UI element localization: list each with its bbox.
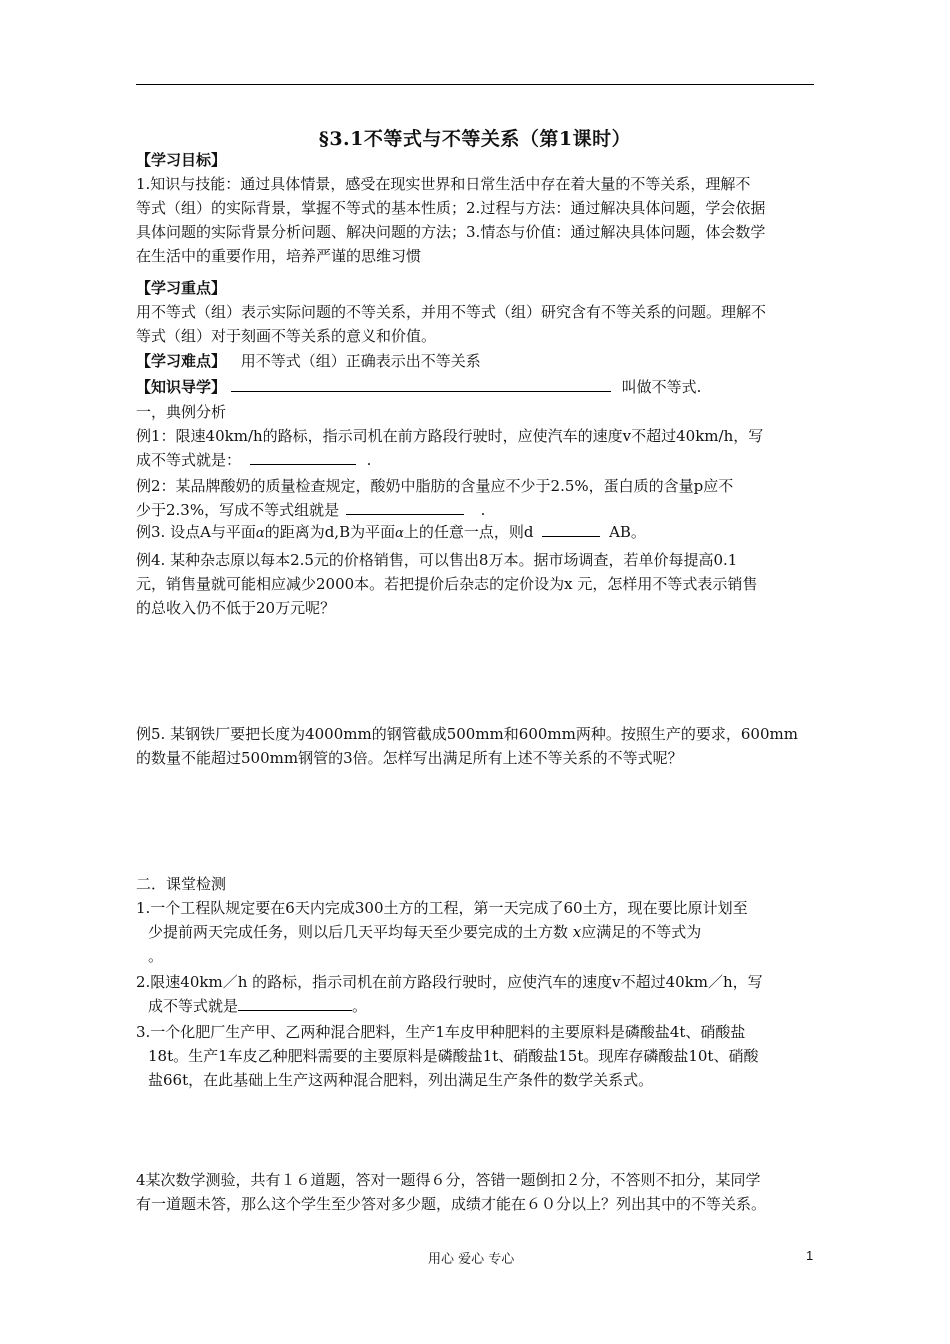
key-points-heading: 【学习重点】: [136, 279, 227, 297]
question-1-line: 少提前两天完成任务，则以后几天平均每天至少要完成的土方数: [148, 923, 569, 941]
question-3-line: 18t。生产1车皮乙种肥料需要的主要原料是磷酸盐1t、硝酸盐15t。现库存磷酸盐10t、硝酸: [148, 1047, 759, 1065]
example-4: [136, 548, 818, 620]
example-2-end: .: [480, 501, 486, 519]
goals-line: 在生活中的重要作用，培养严谨的思维习惯: [136, 247, 422, 265]
key-points-line: 用不等式（组）表示实际问题的不等关系，并用不等式（组）研究含有不等关系的问题。理解不: [136, 303, 767, 321]
example-4-line: 的总收入仍不低于20万元呢？: [136, 599, 336, 617]
question-1-line: 应满足的不等式为: [581, 923, 702, 941]
question-1: [136, 896, 818, 968]
example-3-blank[interactable]: [542, 520, 600, 537]
question-4-line: 4某次数学测验，共有１６道题，答对一题得６分，答错一题倒扣２分，不答则不扣分，某同学: [136, 1171, 761, 1189]
example-1-line: 成不等式就是：: [136, 451, 242, 469]
footer-text: 用心 爱心 专心: [428, 1252, 515, 1267]
example-2-line: 少于2.3%，写成不等式组就是: [136, 501, 340, 519]
goals-line: 具体问题的实际背景分析问题、解决问题的方法；3.情态与价值：通过解决具体问题，体会数学: [136, 223, 766, 241]
example-4-line: 例4. 某种杂志原以每本2.5元的价格销售，可以售出8万本。据市场调查，若单价每提高0.1: [136, 551, 738, 569]
example-1-end: .: [366, 451, 372, 469]
top-rule: [136, 84, 814, 85]
section-classroom-test-heading: 二．课堂检测: [136, 875, 227, 893]
question-2-end: 。: [352, 997, 368, 1015]
knowledge-guide: [136, 375, 818, 399]
key-points: [136, 276, 818, 348]
question-1-line: 1.一个工程队规定要在6天内完成300土方的工程，第一天完成了60土方，现在要比原计划至: [136, 899, 748, 917]
question-3: [136, 1020, 818, 1092]
alpha-symbol: α: [255, 526, 265, 541]
example-2-line: 例2：某品牌酸奶的质量检查规定，酸奶中脂肪的含量应不少于2.5%，蛋白质的含量p应不: [136, 477, 734, 495]
guide-heading: 【知识导学】: [136, 378, 227, 396]
example-5-line: 例5. 某钢铁厂要把长度为4000mm的钢管截成500mm和600mm两种。按照生产的要求，600mm: [136, 725, 798, 743]
question-1-line: 。: [148, 947, 164, 965]
page-number: 1: [806, 1248, 814, 1263]
example-5-line: 的数量不能超过500mm钢管的3倍。怎样写出满足所有上述不等关系的不等式呢？: [136, 749, 683, 767]
example-3-text: 例3. 设点A与平面: [136, 523, 256, 541]
question-2-blank[interactable]: [238, 994, 352, 1011]
question-2-line: 成不等式就是: [148, 997, 239, 1015]
question-4-line: 有一道题未答，那么这个学生至少答对多少题，成绩才能在６０分以上？列出其中的不等关系。: [136, 1195, 767, 1213]
section-examples-heading: 一，典例分析: [136, 403, 227, 421]
goals-line: 1.知识与技能：通过具体情景，感受在现实世界和日常生活中存在着大量的不等关系，理解不: [136, 175, 751, 193]
example-1-line: 例1：限速40km/h的路标，指示司机在前方路段行驶时，应使汽车的速度v不超过40km/h，写: [136, 427, 764, 445]
example-2-blank[interactable]: [346, 498, 464, 515]
goals-heading: 【学习目标】: [136, 151, 227, 169]
guide-answer-blank[interactable]: [231, 375, 611, 392]
difficulty-heading: 【学习难点】: [136, 352, 227, 370]
question-4: [136, 1168, 818, 1216]
example-5: [136, 722, 818, 770]
difficulty-text: 用不等式（组）正确表示出不等关系: [240, 352, 481, 370]
question-3-line: 3.一个化肥厂生产甲、乙两种混合肥料，生产1车皮甲种肥料的主要原料是磷酸盐4t、硝酸盐: [136, 1023, 746, 1041]
difficulty: [136, 349, 818, 373]
example-3-text: 上的任意一点，则d: [403, 523, 534, 541]
example-1-blank[interactable]: [250, 448, 356, 465]
example-3-text: AB。: [609, 523, 646, 541]
learning-goals: [136, 148, 818, 268]
goals-line: 等式（组）的实际背景，掌握不等式的基本性质；2.过程与方法：通过解决具体问题，学会依据: [136, 199, 766, 217]
question-2: [136, 970, 818, 1018]
example-1: [136, 424, 818, 472]
variable-x: x: [572, 923, 582, 941]
question-2-line: 2.限速40km／h 的路标，指示司机在前方路段行驶时，应使汽车的速度v不超过40km／h，写: [136, 973, 763, 991]
question-3-line: 盐66t，在此基础上生产这两种混合肥料，列出满足生产条件的数学关系式。: [148, 1071, 654, 1089]
example-2: [136, 474, 818, 522]
example-3-text: 的距离为d,B为平面: [264, 523, 396, 541]
guide-suffix: 叫做不等式.: [621, 378, 702, 396]
example-4-line: 元，销售量就可能相应减少2000本。若把提价后杂志的定价设为x 元，怎样用不等式表示销售: [136, 575, 758, 593]
example-3: [136, 520, 818, 546]
alpha-symbol: α: [395, 526, 404, 541]
key-points-line: 等式（组）对于刻画不等关系的意义和价值。: [136, 327, 437, 345]
page-title: §3.1不等式与不等关系（第1课时）: [318, 128, 632, 150]
